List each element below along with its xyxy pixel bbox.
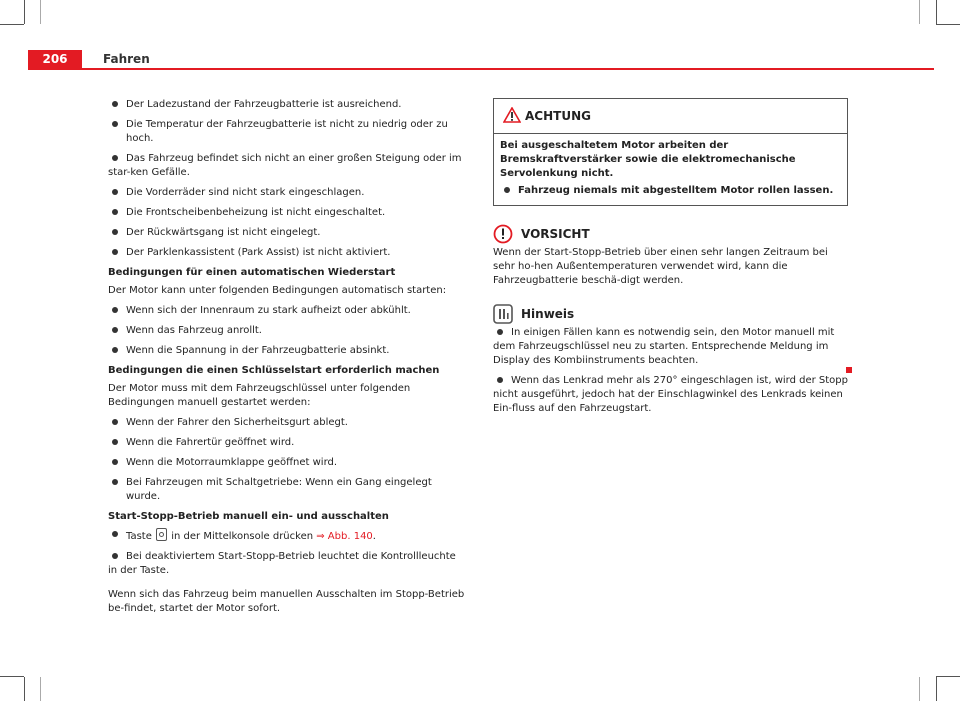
list-item: Die Vorderräder sind nicht stark eingeschlagen. (108, 186, 468, 200)
bullet-icon (112, 419, 118, 425)
vorsicht-text: Wenn der Start-Stopp-Betrieb über einen sehr langen Zeitraum bei sehr ho-hen Außentemperaturen verwendet wird, kann die Fahrzeugbatterie beschä-digt werden. (493, 247, 828, 286)
vorsicht-header (493, 224, 848, 246)
section-end-marker (846, 367, 852, 373)
list-item: Die Frontscheibenbeheizung ist nicht eingeschaltet. (108, 206, 468, 220)
crop-mark (24, 677, 25, 701)
hinweis-title: Hinweis (521, 307, 575, 321)
crop-mark (936, 24, 960, 25)
hinweis-header (493, 304, 848, 326)
bullet-icon (112, 121, 118, 127)
list-item: Wenn die Motorraumklappe geöffnet wird. (108, 456, 468, 470)
right-column (493, 98, 848, 432)
achtung-body (494, 134, 847, 205)
bullet-icon (112, 101, 118, 107)
caution-icon (493, 224, 513, 244)
list-item: In einigen Fällen kann es notwendig sein, den Motor manuell mit dem Fahrzeugschlüssel neu zu starten. Entsprechende Meldung im Display des Kombiinstruments beachten. (493, 327, 835, 366)
bullet-icon (112, 327, 118, 333)
list-item: Taste in der Mittelkonsole drücken ⇒ Abb. 140. (108, 528, 468, 544)
bullet-icon (112, 307, 118, 313)
left-column (108, 98, 468, 622)
bullet-icon (112, 347, 118, 353)
crop-mark (936, 0, 937, 24)
list-item: Wenn sich der Innenraum zu stark aufheizt oder abkühlt. (108, 304, 468, 318)
list-item: Der Ladezustand der Fahrzeugbatterie ist ausreichend. (108, 98, 468, 112)
list-item: Fahrzeug niemals mit abgestelltem Motor rollen lassen. (500, 184, 841, 198)
section-heading: Bedingungen die einen Schlüsselstart erforderlich machen (108, 365, 440, 376)
list-item: Wenn der Fahrer den Sicherheitsgurt ablegt. (108, 416, 468, 430)
crop-mark (0, 676, 24, 677)
crop-mark (919, 677, 920, 701)
bullet-icon (504, 187, 510, 193)
figure-link[interactable]: ⇒ Abb. 140 (316, 531, 373, 542)
achtung-box (493, 98, 848, 206)
crop-mark (40, 0, 41, 24)
bullet-icon (112, 229, 118, 235)
crop-mark (24, 0, 25, 24)
bullet-icon (112, 553, 118, 559)
bullet-icon (112, 249, 118, 255)
bullet-icon (112, 189, 118, 195)
section-heading: Bedingungen für einen automatischen Wiederstart (108, 267, 396, 278)
start-stop-key-icon (156, 528, 167, 541)
list-item: Bei deaktiviertem Start-Stopp-Betrieb leuchtet die Kontrollleuchte in der Taste. (108, 551, 456, 576)
list-item: Wenn das Fahrzeug anrollt. (108, 324, 468, 338)
note-icon (493, 304, 513, 324)
bullet-icon (112, 155, 118, 161)
vorsicht-section (493, 224, 848, 288)
list-item: Der Parklenkassistent (Park Assist) ist nicht aktiviert. (108, 246, 468, 260)
bullet-icon (497, 377, 503, 383)
paragraph: Der Motor kann unter folgenden Bedingungen automatisch starten: (108, 285, 447, 296)
bullet-icon (112, 459, 118, 465)
list-item: Wenn die Spannung in der Fahrzeugbatterie absinkt. (108, 344, 468, 358)
header-rule (28, 68, 934, 70)
crop-mark (919, 0, 920, 24)
bullet-icon (112, 209, 118, 215)
vorsicht-title: VORSICHT (521, 227, 590, 241)
crop-mark (936, 676, 960, 677)
warning-triangle-icon (503, 107, 521, 123)
achtung-title: ACHTUNG (525, 109, 591, 123)
paragraph: Wenn sich das Fahrzeug beim manuellen Ausschalten im Stopp-Betrieb be-findet, startet der Motor sofort. (108, 589, 465, 614)
list-item: Wenn das Lenkrad mehr als 270° eingeschlagen ist, wird der Stopp nicht ausgeführt, jedoch hat der Einschlagwinkel des Lenkrads keinen Ein-fluss auf den Fahrzeugstart. (493, 375, 848, 414)
crop-mark (40, 677, 41, 701)
bullet-icon (112, 479, 118, 485)
list-item: Der Rückwärtsgang ist nicht eingelegt. (108, 226, 468, 240)
bullet-icon (112, 439, 118, 445)
paragraph: Der Motor muss mit dem Fahrzeugschlüssel unter folgenden Bedingungen manuell gestartet werden: (108, 383, 411, 408)
hinweis-section (493, 304, 848, 416)
bullet-icon (497, 329, 503, 335)
page-title: Fahren (103, 52, 150, 66)
section-heading: Start-Stopp-Betrieb manuell ein- und ausschalten (108, 511, 389, 522)
list-item: Das Fahrzeug befindet sich nicht an einer großen Steigung oder im star-ken Gefälle. (108, 153, 462, 178)
crop-mark (0, 24, 24, 25)
crop-mark (936, 677, 937, 701)
list-item: Bei Fahrzeugen mit Schaltgetriebe: Wenn ein Gang eingelegt wurde. (108, 476, 468, 504)
list-item: Die Temperatur der Fahrzeugbatterie ist nicht zu niedrig oder zu hoch. (108, 118, 468, 146)
achtung-header (494, 99, 847, 134)
page-number: 206 (28, 50, 82, 68)
bullet-icon (112, 531, 118, 537)
achtung-text: Bei ausgeschaltetem Motor arbeiten der Bremskraftverstärker sowie die elektromechanische Servolenkung nicht. (500, 140, 796, 179)
list-item: Wenn die Fahrertür geöffnet wird. (108, 436, 468, 450)
